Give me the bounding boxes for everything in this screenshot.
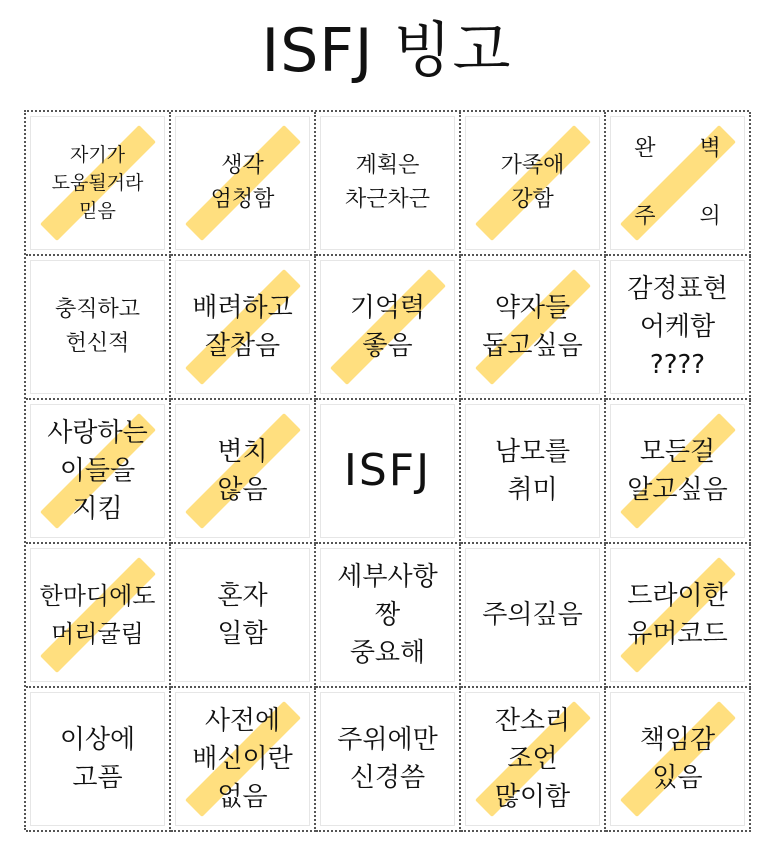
cell-text: 충직하고 헌신적 [54, 297, 140, 356]
cell-text: 잔소리 조언 많이함 [494, 706, 571, 812]
bingo-cell[interactable] [316, 544, 461, 688]
cell-text: 가족애 강함 [500, 153, 565, 212]
bingo-cell[interactable] [316, 256, 461, 400]
bingo-cell[interactable] [461, 256, 606, 400]
bingo-cell[interactable] [26, 544, 171, 688]
cell-text: 변치 않음 [217, 437, 268, 505]
cell-text: 생각 엄청함 [210, 153, 275, 212]
bingo-cell[interactable] [606, 688, 751, 832]
bingo-cell[interactable] [606, 256, 751, 400]
cell-text: 한마디에도 머리굴림 [39, 582, 156, 648]
cell-text: 약자들 돕고싶음 [482, 293, 583, 361]
cell-text: 세부사항 짱 중요해 [337, 562, 438, 668]
bingo-cell[interactable] [26, 256, 171, 400]
cell-text: 자기가 도움될거라 믿음 [51, 144, 144, 222]
bingo-cell[interactable] [461, 400, 606, 544]
bingo-cell[interactable] [316, 112, 461, 256]
cell-text: 혼자 일함 [217, 581, 268, 649]
bingo-cell[interactable] [461, 544, 606, 688]
cell-text: 감정표현 어케함 ???? [627, 274, 728, 380]
bingo-board [24, 110, 749, 830]
bingo-cell[interactable] [171, 400, 316, 544]
bingo-cell[interactable] [461, 688, 606, 832]
bingo-cell[interactable] [606, 544, 751, 688]
bingo-cell[interactable] [316, 688, 461, 832]
bingo-cell[interactable] [26, 112, 171, 256]
cell-text: 계획은 차근차근 [344, 153, 430, 212]
bingo-cell[interactable] [606, 400, 751, 544]
bingo-cell[interactable] [171, 544, 316, 688]
cell-text: 기억력 좋음 [349, 293, 426, 361]
page-title: ISFJ 빙고 [261, 16, 512, 86]
cell-text: 남모를 취미 [494, 437, 571, 505]
bingo-cell[interactable] [171, 688, 316, 832]
cell-text: 이상에 고픔 [59, 725, 136, 793]
cell-text: 책임감 있음 [639, 725, 716, 793]
cell-text: 주위에만 신경씀 [337, 725, 438, 793]
cell-text: 주의깊음 [482, 600, 583, 630]
bingo-cell[interactable] [171, 112, 316, 256]
cell-text: 드라이한 유머코드 [627, 581, 728, 649]
bingo-cell-free[interactable] [316, 400, 461, 544]
cell-text: 배려하고 잘참음 [192, 293, 293, 361]
cell-text: 모든걸 알고싶음 [627, 437, 728, 505]
cell-text: 완 벽 주 의 [634, 136, 721, 229]
bingo-cell[interactable] [606, 112, 751, 256]
bingo-cell[interactable] [171, 256, 316, 400]
cell-text: 사랑하는 이들을 지킴 [47, 418, 148, 524]
cell-text: 사전에 배신이란 없음 [192, 706, 293, 812]
bingo-cell[interactable] [26, 688, 171, 832]
cell-text: ISFJ [343, 445, 432, 496]
bingo-cell[interactable] [461, 112, 606, 256]
bingo-cell[interactable] [26, 400, 171, 544]
